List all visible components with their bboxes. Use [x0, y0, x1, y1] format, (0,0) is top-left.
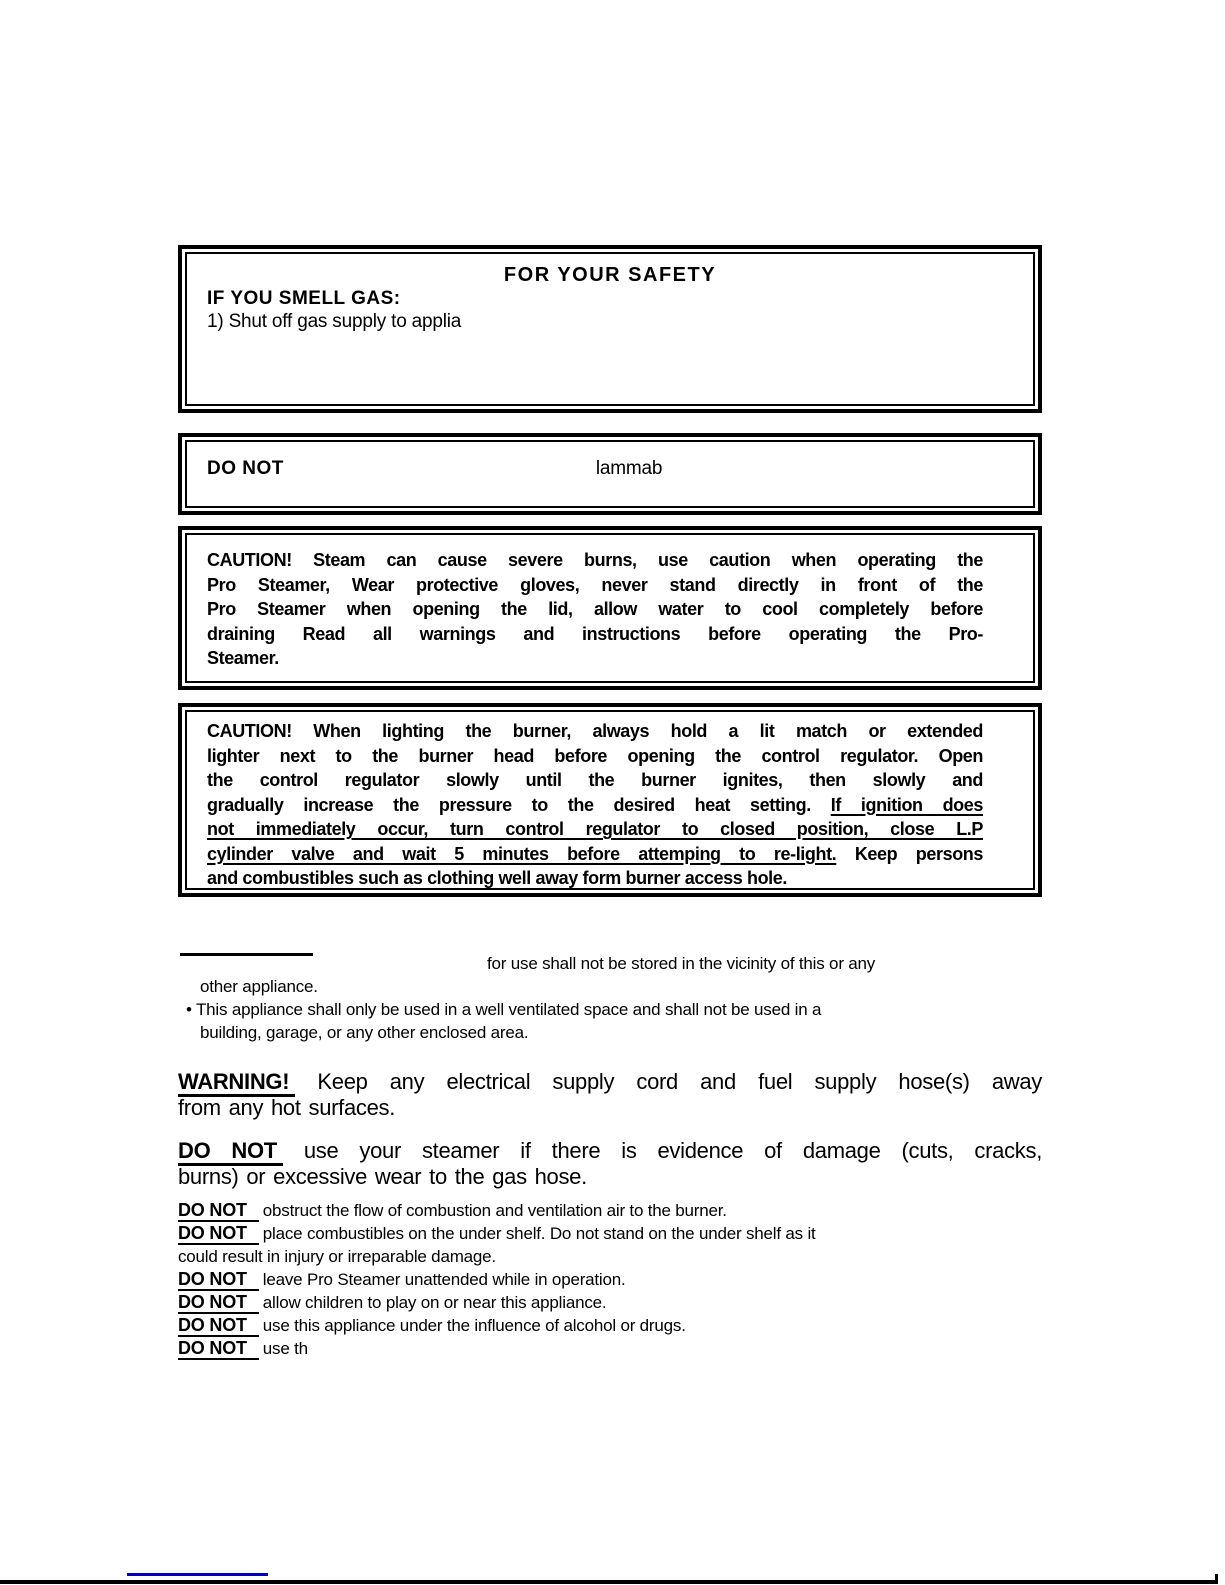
do-not-main-line: burns) or excessive wear to the gas hose.: [178, 1164, 587, 1189]
caution-lighting-line: [207, 842, 983, 867]
caution-lighting-line: [207, 793, 983, 818]
caution-steam-line: Pro Steamer when opening the lid, allow water to cool completely before: [207, 599, 983, 619]
do-not-main-line: [178, 1138, 1042, 1164]
storage-note-line: This appliance shall only be used in a well ventilated space and shall not be used in a: [195, 1000, 822, 1019]
caution-lighting-box-inner: [185, 710, 1035, 890]
do-not-box: [178, 433, 1042, 515]
caution-lighting-line6-plain: Keep persons: [836, 843, 983, 864]
do-not-item: [178, 1314, 1042, 1337]
caution-lighting-line: CAUTION! When lighting the burner, always hold a lit match or extended: [207, 721, 983, 741]
caution-steam-line: draining Read all warnings and instructions before operating the Pro-: [207, 623, 983, 644]
do-not-main-line1-text: use your steamer if there is evidence of damage (cuts, cracks,: [303, 1138, 1043, 1163]
do-not-item-label: DO NOT: [178, 1315, 259, 1337]
caution-lighting-line: lighter next to the burner head before opening the control regulator. Open: [207, 745, 983, 766]
storage-note-line: for use shall not be stored in the vicinity of this or any: [487, 954, 876, 973]
storage-note-bullet-line: [178, 998, 1042, 1021]
bullet-glyph: •: [186, 1000, 192, 1019]
caution-steam-line: Steamer.: [207, 648, 279, 668]
do-not-item-label: DO NOT: [178, 1292, 259, 1314]
warning-line1-text: Keep any electrical supply cord and fuel supply hose(s) away: [317, 1069, 1042, 1094]
caution-lighting-line: and combustibles such as clothing well away form burner access hole.: [207, 868, 787, 888]
caution-steam-line: Pro Steamer, Wear protective gloves, never stand directly in front of the: [207, 574, 983, 595]
do-not-item-text: use th: [262, 1339, 308, 1358]
caution-lighting-line: [207, 817, 983, 842]
if-you-smell-gas-heading: IF YOU SMELL GAS:: [207, 288, 401, 309]
caution-steam-box-inner: [185, 533, 1035, 683]
do-not-item-text: leave Pro Steamer unattended while in operation.: [262, 1270, 626, 1289]
do-not-item-text: obstruct the flow of combustion and ventilation air to the burner.: [262, 1201, 727, 1220]
do-not-box-text: lammab: [595, 458, 663, 479]
do-not-item-label: DO NOT: [178, 1223, 259, 1245]
storage-note-line: building, garage, or any other enclosed area.: [200, 1023, 529, 1042]
do-not-item: [178, 1337, 1042, 1360]
warning-line: from any hot surfaces.: [178, 1095, 396, 1120]
do-not-item: [178, 1291, 1042, 1314]
do-not-box-label: DO NOT: [207, 458, 284, 479]
gas-step-1: 1) Shut off gas supply to applia: [207, 311, 462, 332]
caution-steam-box: [178, 526, 1042, 690]
do-not-item: [178, 1199, 1042, 1222]
do-not-item-label: DO NOT: [178, 1338, 259, 1360]
caution-lighting-line5-underlined: not immediately occur, turn control regulator to closed position, close L.P: [207, 819, 983, 839]
warning-label: WARNING!: [178, 1069, 295, 1097]
do-not-main-label: DO NOT: [178, 1138, 283, 1166]
do-not-box-inner: [185, 440, 1035, 508]
do-not-main-paragraph: [178, 1138, 1042, 1190]
warning-paragraph: [178, 1069, 1042, 1121]
for-your-safety-box: [178, 245, 1042, 413]
do-not-item-continuation: could result in injury or irreparable damage.: [178, 1247, 496, 1266]
caution-lighting-box: [178, 703, 1042, 897]
do-not-item-label: DO NOT: [178, 1269, 259, 1291]
for-your-safety-box-inner: [185, 252, 1035, 406]
caution-lighting-line4-plain: gradually increase the pressure to the desired heat setting.: [207, 794, 831, 815]
do-not-list: [178, 1199, 1042, 1360]
page-break-bar-tick: [1215, 1574, 1218, 1584]
footer-link-underline[interactable]: [127, 1573, 268, 1576]
caution-steam-line: CAUTION! Steam can cause severe burns, use caution when operating the: [207, 550, 983, 570]
do-not-item: [178, 1222, 1042, 1245]
box-title-for-your-safety: FOR YOUR SAFETY: [503, 264, 717, 286]
page-break-bar: [0, 1580, 1218, 1584]
do-not-item-text: use this appliance under the influence of alcohol or drugs.: [262, 1316, 686, 1335]
caution-lighting-line: the control regulator slowly until the burner ignites, then slowly and: [207, 770, 983, 790]
do-not-item: [178, 1268, 1042, 1291]
storage-note-line: other appliance.: [200, 977, 318, 996]
body-text-column: [178, 952, 1042, 1360]
warning-line: [178, 1069, 1042, 1095]
caution-lighting-line6-underlined: cylinder valve and wait 5 minutes before attemping to re-light.: [207, 843, 837, 864]
do-not-item-label: DO NOT: [178, 1200, 259, 1222]
do-not-item-text: place combustibles on the under shelf. Do not stand on the under shelf as it: [262, 1224, 816, 1243]
caution-lighting-line4-underlined: If ignition does: [830, 794, 983, 815]
do-not-item-text: allow children to play on or near this appliance.: [262, 1293, 607, 1312]
